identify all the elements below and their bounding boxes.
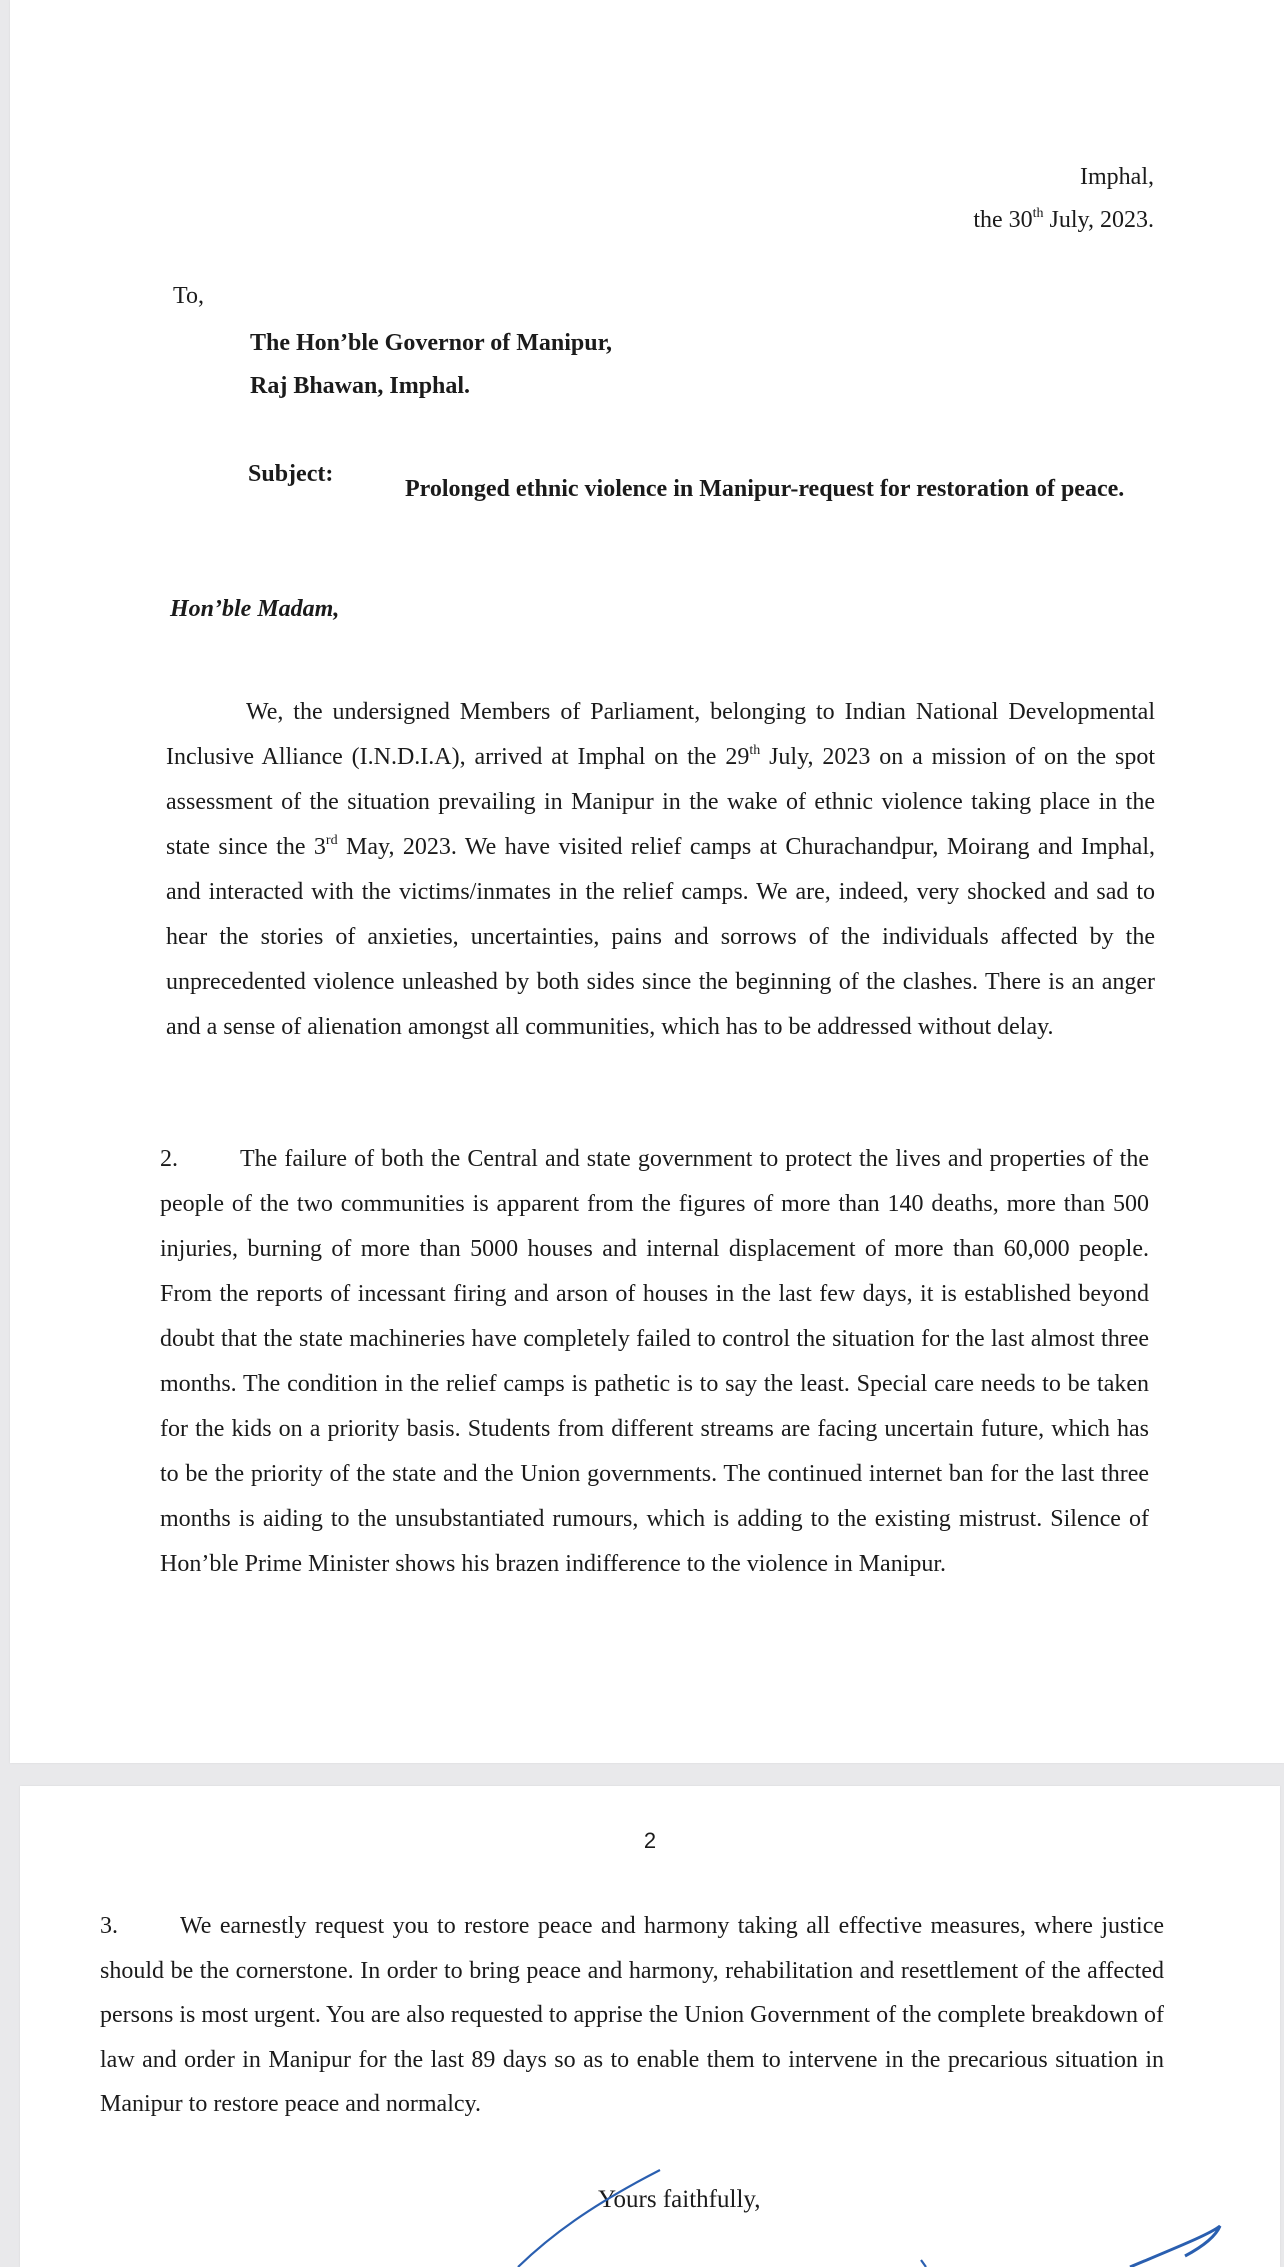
subject-text: Prolonged ethnic violence in Manipur-request for restoration of peace. (405, 476, 1125, 502)
date-ordinal: th (1032, 206, 1044, 221)
paragraph-2-text: The failure of both the Central and state government to protect the lives and properties of the people of the two communities is apparent from the figures of more than 140 deaths, more than 500 injuries, burning of more than 5000 houses and internal displacement of more than 60,000 people. From the reports of incessant firing and arson of houses in the last few days, it is established beyond doubt that the state machineries have completely failed to control the situation for the last almost three months. The condition in the relief camps is pathetic is to say the least. Special care needs to be taken for the kids on a priority basis. Students from different streams are facing uncertain future, which has to be the priority of the state and the Union governments. The continued internet ban for the last three months is aiding to the unsubstantiated rumours, which is adding to the existing mistrust. Silence of Hon’ble Prime Minister shows his brazen indifference to the violence in Manipur. (160, 1146, 1149, 1577)
recipient-line-1: The Hon’ble Governor of Manipur, (250, 330, 613, 356)
paragraph-3-number: 3. (100, 1913, 118, 1939)
recipient-to: To, (173, 283, 204, 309)
paragraph-2 (160, 1137, 1149, 1587)
recipient-line-2: Raj Bhawan, Imphal. (250, 373, 471, 399)
signature-stroke-2 (921, 2260, 926, 2267)
signature-stroke-3 (1130, 2226, 1220, 2267)
para1-sup-b: rd (325, 833, 338, 848)
para1-part-a: We, the undersigned Members of Parliament, belonging to Indian National Developmental Inclusive Alliance (I.N.D.I.A), arrived at Imphal on the 29 (166, 699, 1155, 770)
subject-label: Subject: (248, 461, 334, 487)
paragraph-1 (166, 690, 1155, 1050)
letter-date (973, 207, 1154, 234)
date-rest: July, 2023. (1043, 207, 1154, 233)
para1-sup-a: th (749, 743, 761, 758)
handwritten-signature-strokes (20, 1786, 1280, 2267)
salutation: Hon’ble Madam, (170, 596, 340, 622)
closing-yours-faithfully: Yours faithfully, (598, 2186, 761, 2213)
page-number: 2 (643, 1828, 657, 1853)
para1-part-c: May, 2023. We have visited relief camps at Churachandpur, Moirang and Imphal, and interacted with the victims/inmates in the relief camps. We are, indeed, very shocked and sad to hear the stories of anxieties, uncertainties, pains and sorrows of the individuals affected by the unprecedented violence unleashed by both sides since the beginning of the clashes. There is an anger and a sense of alienation amongst all communities, which has to be addressed without delay. (166, 834, 1155, 1040)
signature-stroke-1 (518, 2170, 660, 2267)
date-day: the 30 (973, 207, 1033, 233)
para1-part-b: July, 2023 on a mission of on the spot assessment of the situation prevailing in Manipur in the wake of ethnic violence taking place in the state since the 3 (166, 744, 1156, 860)
letter-place: Imphal, (1080, 164, 1154, 190)
letter-page-2 (20, 1786, 1280, 2267)
letter-page-1 (10, 0, 1284, 1763)
paragraph-2-number: 2. (160, 1146, 178, 1172)
paragraph-3-text: We earnestly request you to restore peace and harmony taking all effective measures, where justice should be the cornerstone. In order to bring peace and harmony, rehabilitation and resettlement of the affected persons is most urgent. You are also requested to apprise the Union Government of the complete breakdown of law and order in Manipur for the last 89 days so as to enable them to intervene in the precarious situation in Manipur to restore peace and normalcy. (100, 1913, 1164, 2117)
